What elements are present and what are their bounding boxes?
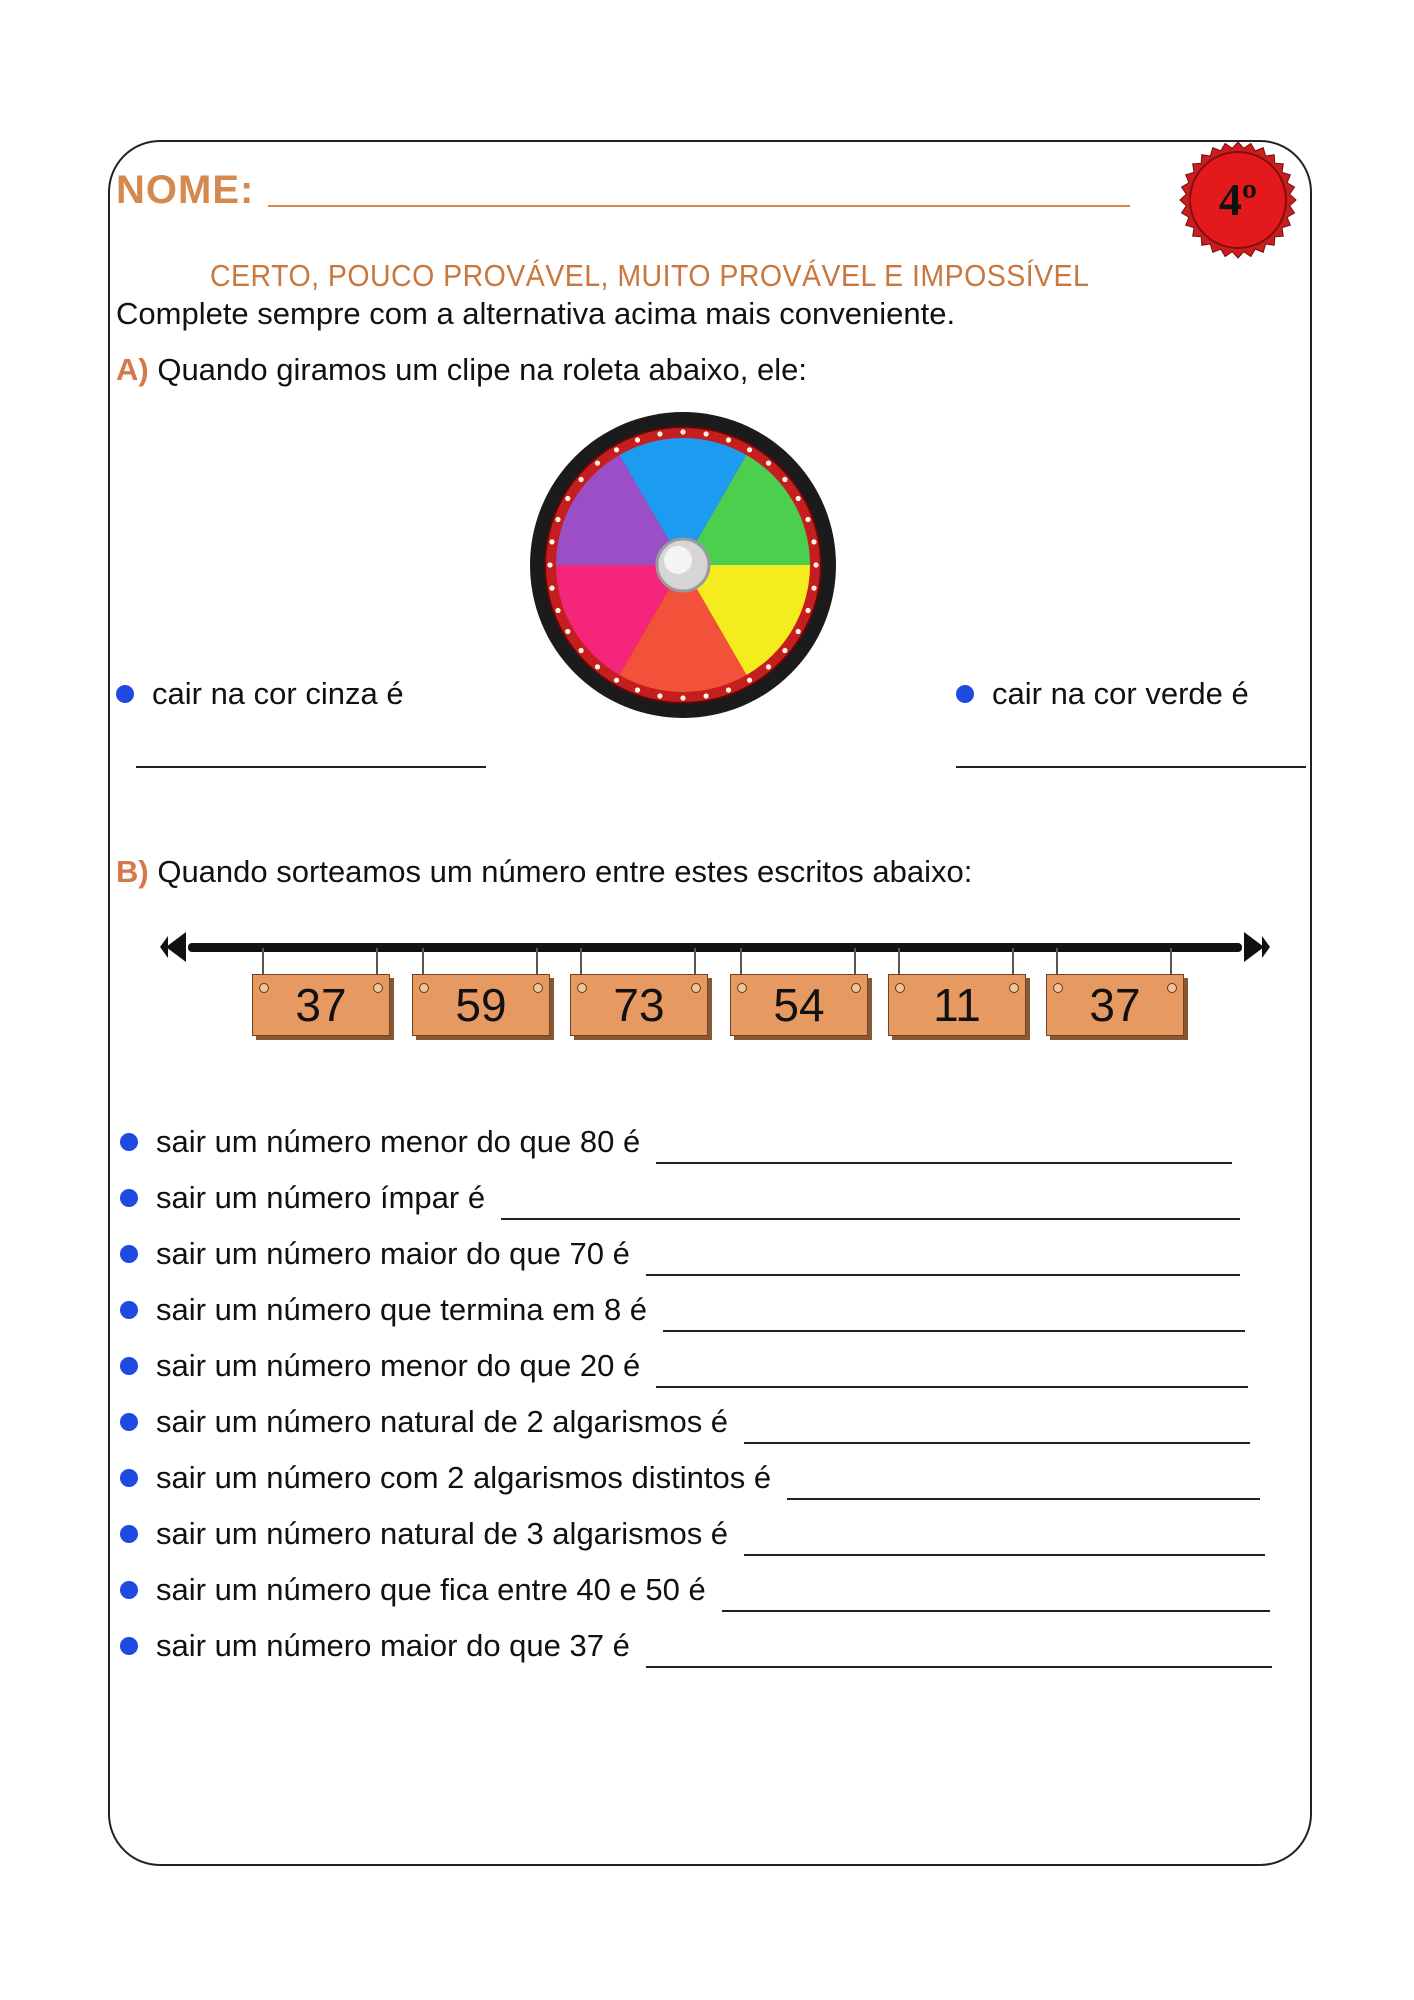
tag-string [694, 948, 696, 976]
number-tag-value: 73 [613, 979, 665, 1031]
answer-blank[interactable] [744, 1442, 1250, 1444]
wheel-light [595, 461, 600, 466]
tag-string [740, 948, 742, 976]
list-item-text: sair um número com 2 algarismos distintos é [156, 1460, 772, 1495]
answer-blank[interactable] [656, 1162, 1232, 1164]
list-item-text: sair um número que termina em 8 é [156, 1292, 648, 1327]
wheel-light [796, 496, 801, 501]
number-tag [1046, 974, 1184, 1036]
wheel-light [813, 562, 818, 567]
list-item [120, 1628, 630, 1664]
wheel-light [579, 648, 584, 653]
wheel-light [579, 477, 584, 482]
list-item [120, 1180, 485, 1216]
list-item-text: sair um número natural de 2 algarismos é [156, 1404, 729, 1439]
item-green-text: cair na cor verde é [992, 676, 1249, 711]
answer-blank[interactable] [722, 1610, 1270, 1612]
list-item [120, 1516, 728, 1552]
spinner-wheel [528, 410, 838, 720]
wheel-light [657, 431, 662, 436]
bullet-icon [120, 1133, 138, 1151]
wheel-light [555, 608, 560, 613]
tag-string [262, 948, 264, 976]
tag-string [536, 948, 538, 976]
bullet-icon [956, 685, 974, 703]
question-b-text: Quando sorteamos um número entre estes escritos abaixo: [148, 854, 973, 889]
answer-blank[interactable] [663, 1330, 1245, 1332]
topic-title: CERTO, POUCO PROVÁVEL, MUITO PROVÁVEL E IMPOSSÍVEL [210, 258, 1090, 293]
question-a-text: Quando giramos um clipe na roleta abaixo, ele: [148, 352, 807, 387]
wheel-light [747, 447, 752, 452]
question-a-letter: A) [116, 352, 149, 387]
wheel-light [704, 431, 709, 436]
wheel-light [680, 429, 685, 434]
list-item-text: sair um número maior do que 37 é [156, 1628, 630, 1663]
answer-blank[interactable] [646, 1666, 1272, 1668]
bullet-icon [120, 1413, 138, 1431]
list-item-text: sair um número natural de 3 algarismos é [156, 1516, 729, 1551]
list-item [120, 1572, 706, 1608]
tag-string [580, 948, 582, 976]
answer-blank-green[interactable] [956, 766, 1306, 768]
wheel-light [782, 648, 787, 653]
bullet-icon [120, 1189, 138, 1207]
tag-string [422, 948, 424, 976]
number-tag-value: 59 [455, 979, 507, 1031]
list-item [120, 1292, 647, 1328]
grade-label: 4º [1218, 174, 1258, 225]
wheel-light [549, 586, 554, 591]
answer-blank[interactable] [646, 1274, 1240, 1276]
question-a [116, 352, 807, 388]
item-gray-color [116, 676, 404, 712]
wheel-light [635, 687, 640, 692]
wheel-light [796, 629, 801, 634]
number-tag-value: 37 [295, 979, 347, 1031]
tag-string [1056, 948, 1058, 976]
wheel-light [565, 496, 570, 501]
bullet-icon [116, 685, 134, 703]
name-blank[interactable] [268, 205, 1130, 207]
wheel-light [595, 664, 600, 669]
wheel-light [805, 517, 810, 522]
wheel-light [547, 562, 552, 567]
wheel-light [766, 664, 771, 669]
wheel-light [805, 608, 810, 613]
wheel-light [782, 477, 787, 482]
answer-blank[interactable] [501, 1218, 1240, 1220]
list-item [120, 1460, 771, 1496]
wheel-light [680, 695, 685, 700]
list-item-text: sair um número maior do que 70 é [156, 1236, 630, 1271]
tag-string [898, 948, 900, 976]
wheel-light [811, 539, 816, 544]
wheel-light [565, 629, 570, 634]
wheel-light [614, 447, 619, 452]
list-item [120, 1348, 640, 1384]
number-tag [252, 974, 390, 1036]
tag-string [1170, 948, 1172, 976]
list-item [120, 1124, 640, 1160]
wheel-light [555, 517, 560, 522]
bullet-icon [120, 1637, 138, 1655]
question-b-letter: B) [116, 854, 149, 889]
wheel-light [747, 678, 752, 683]
list-item-text: sair um número ímpar é [156, 1180, 486, 1215]
item-gray-text: cair na cor cinza é [152, 676, 404, 711]
bullet-icon [120, 1301, 138, 1319]
number-tag [570, 974, 708, 1036]
number-tag-value: 54 [773, 979, 825, 1031]
bullet-icon [120, 1357, 138, 1375]
wheel-light [766, 461, 771, 466]
tag-string [1012, 948, 1014, 976]
name-row [116, 168, 1130, 213]
bullet-icon [120, 1525, 138, 1543]
wheel-light [657, 693, 662, 698]
wheel-light [704, 693, 709, 698]
answer-blank[interactable] [787, 1498, 1260, 1500]
number-tag [412, 974, 550, 1036]
grade-badge [1178, 140, 1298, 260]
answer-blank[interactable] [656, 1386, 1248, 1388]
bullet-icon [120, 1469, 138, 1487]
hanging-rod [160, 922, 1270, 972]
wheel-light [726, 437, 731, 442]
tag-string [376, 948, 378, 976]
number-tag [730, 974, 868, 1036]
bullet-icon [120, 1581, 138, 1599]
question-b [116, 854, 972, 890]
wheel-light [549, 539, 554, 544]
answer-blank[interactable] [744, 1554, 1265, 1556]
tag-string [854, 948, 856, 976]
list-item-text: sair um número menor do que 20 é [156, 1348, 641, 1383]
list-item-text: sair um número que fica entre 40 e 50 é [156, 1572, 706, 1607]
bullet-icon [120, 1245, 138, 1263]
answer-blank-gray[interactable] [136, 766, 486, 768]
wheel-light [811, 586, 816, 591]
list-item-text: sair um número menor do que 80 é [156, 1124, 641, 1159]
item-green-color [956, 676, 1249, 712]
wheel-light [635, 437, 640, 442]
wheel-light [614, 678, 619, 683]
wheel-light [726, 687, 731, 692]
name-label: NOME: [116, 168, 255, 212]
list-item [120, 1404, 728, 1440]
list-item [120, 1236, 630, 1272]
number-tag-value: 11 [933, 979, 981, 1031]
number-tag [888, 974, 1026, 1036]
instruction-text: Complete sempre com a alternativa acima mais conveniente. [116, 296, 956, 331]
number-tag-value: 37 [1089, 979, 1141, 1031]
